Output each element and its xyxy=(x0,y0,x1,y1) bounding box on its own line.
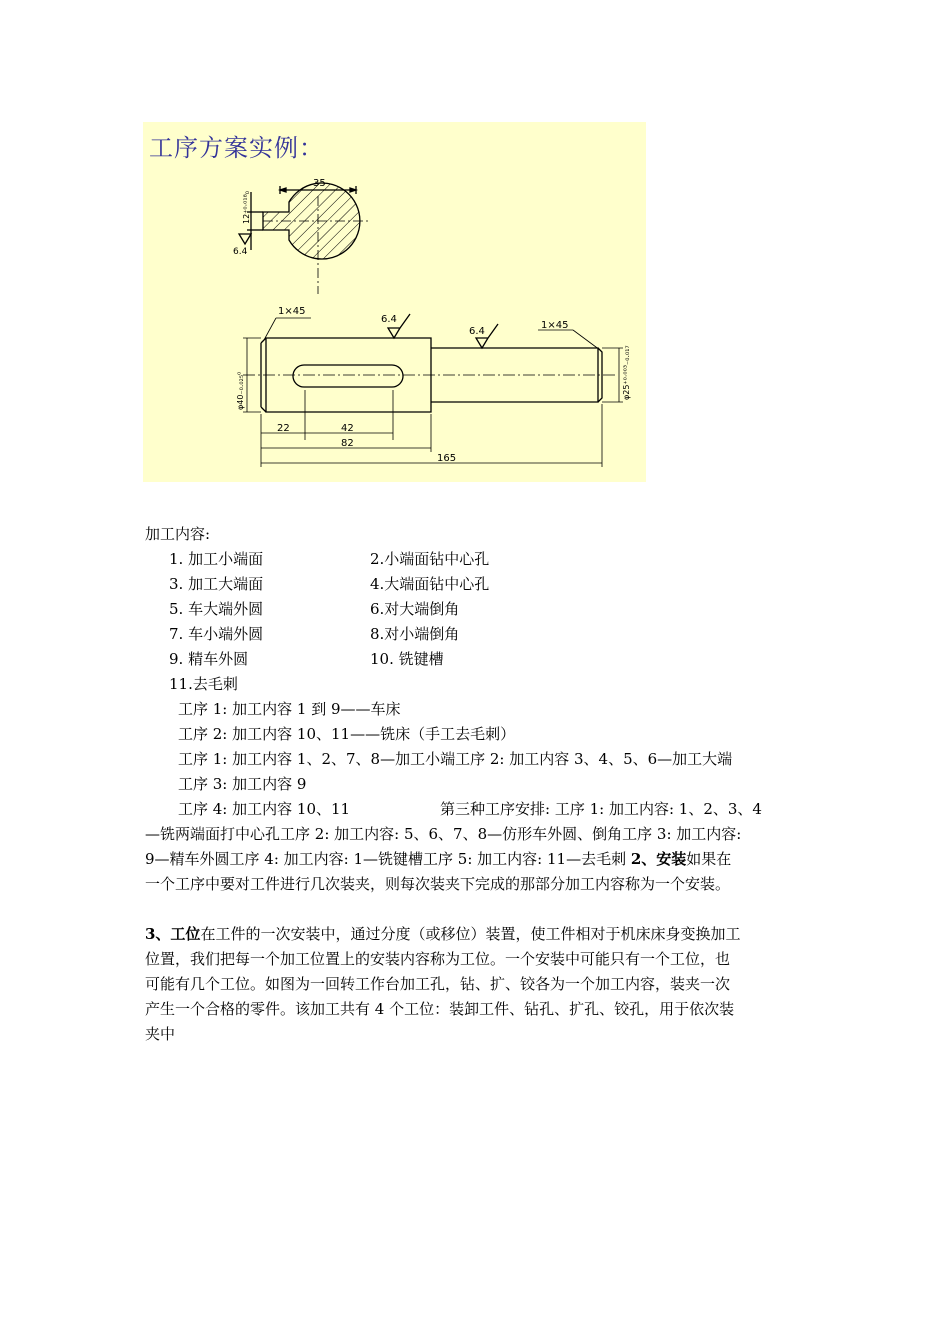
roughness-right: 6.4 xyxy=(469,326,485,337)
item-5: 5. 车大端外圆 xyxy=(169,600,264,618)
item-4: 4.大端面钻中心孔 xyxy=(370,575,490,593)
operation-line xyxy=(145,797,825,822)
paragraph-line: 产生一个合格的零件。该加工共有 4 个工位：装卸工件、钻孔、扩孔、铰孔，用于依次装 xyxy=(145,1000,735,1018)
chamfer-left: 1×45 xyxy=(278,306,306,317)
term-anzhuang: 2、安装 xyxy=(630,850,687,868)
dim-12: 12⁺⁰·⁰¹⁸₀ xyxy=(242,191,251,224)
item-3: 3. 加工大端面 xyxy=(169,575,264,593)
dim-35: 35 xyxy=(313,178,326,189)
item-6: 6.对大端倒角 xyxy=(370,600,460,618)
paragraph-text: 如果在 xyxy=(686,850,732,868)
content-heading: 加工内容: xyxy=(145,525,211,543)
paragraph-line: 位置，我们把每一个加工位置上的安装内容称为工位。一个安装中可能只有一个工位，也 xyxy=(145,950,731,968)
chamfer-right: 1×45 xyxy=(541,320,569,331)
dim-82: 82 xyxy=(341,438,354,449)
dim-42: 42 xyxy=(341,423,354,434)
item-9: 9. 精车外圆 xyxy=(169,650,249,668)
list-item xyxy=(145,547,825,572)
paragraph-line: 可能有几个工位。如图为一回转工作台加工孔，钻、扩、铰各为一个加工内容，装夹一次 xyxy=(145,975,731,993)
operation-line: 工序 1: 加工内容 1 到 9——车床 xyxy=(178,700,401,718)
figure-title: 工序方案实例： xyxy=(149,134,324,162)
item-10: 10. 铣键槽 xyxy=(370,650,444,668)
paragraph-text: 9—精车外圆工序 4: 加工内容: 1—铣键槽工序 5: 加工内容: 11—去毛刺 xyxy=(145,850,631,868)
paragraph-line: 夹中 xyxy=(145,1025,176,1043)
item-1: 1. 加工小端面 xyxy=(169,550,264,568)
operation-line: 工序 2: 加工内容 10、11——铣床（手工去毛刺） xyxy=(178,725,516,743)
dim-22: 22 xyxy=(277,423,290,434)
item-2: 2.小端面钻中心孔 xyxy=(370,550,490,568)
dim-165: 165 xyxy=(437,453,457,464)
paragraph-line: —铣两端面打中心孔工序 2: 加工内容: 5、6、7、8—仿形车外圆、倒角工序 3: 加工内容: xyxy=(145,825,742,843)
third-arrangement: 第三种工序安排: 工序 1: 加工内容: 1、2、3、4 xyxy=(440,800,762,818)
list-item xyxy=(145,622,825,647)
item-11: 11.去毛刺 xyxy=(169,675,238,693)
item-7: 7. 车小端外圆 xyxy=(169,625,264,643)
operation-line: 工序 3: 加工内容 9 xyxy=(178,775,307,793)
list-item xyxy=(145,597,825,622)
roughness-left: 6.4 xyxy=(233,247,248,257)
dim-phi40: φ40₋₀.₀₂₅⁰ xyxy=(236,371,245,410)
list-item xyxy=(145,647,825,672)
paragraph-line xyxy=(145,922,825,947)
list-item xyxy=(145,572,825,597)
shaft-drawing xyxy=(143,122,646,482)
operation-4: 工序 4: 加工内容 10、11 xyxy=(178,800,351,818)
paragraph-line: 一个工序中要对工件进行几次装夹，则每次装夹下完成的那部分加工内容称为一个安装。 xyxy=(145,875,731,893)
shaft-view xyxy=(243,314,623,467)
paragraph-line xyxy=(145,847,825,872)
section-view xyxy=(239,182,368,302)
spacer xyxy=(145,897,825,922)
paragraph-text: 在工件的一次安装中，通过分度（或移位）装置，使工件相对于机床床身变换加工 xyxy=(200,925,741,943)
drawing-figure xyxy=(143,122,646,482)
operation-line: 工序 1: 加工内容 1、2、7、8—加工小端工序 2: 加工内容 3、4、5、6—加工大端 xyxy=(178,750,733,768)
content-text xyxy=(145,522,825,1047)
dim-phi25: φ25⁺⁰·⁰⁰³₋₀.₀₁₇ xyxy=(622,345,631,400)
roughness-mid: 6.4 xyxy=(381,314,397,325)
term-gongwei: 3、工位 xyxy=(145,925,201,943)
item-8: 8.对小端倒角 xyxy=(370,625,460,643)
